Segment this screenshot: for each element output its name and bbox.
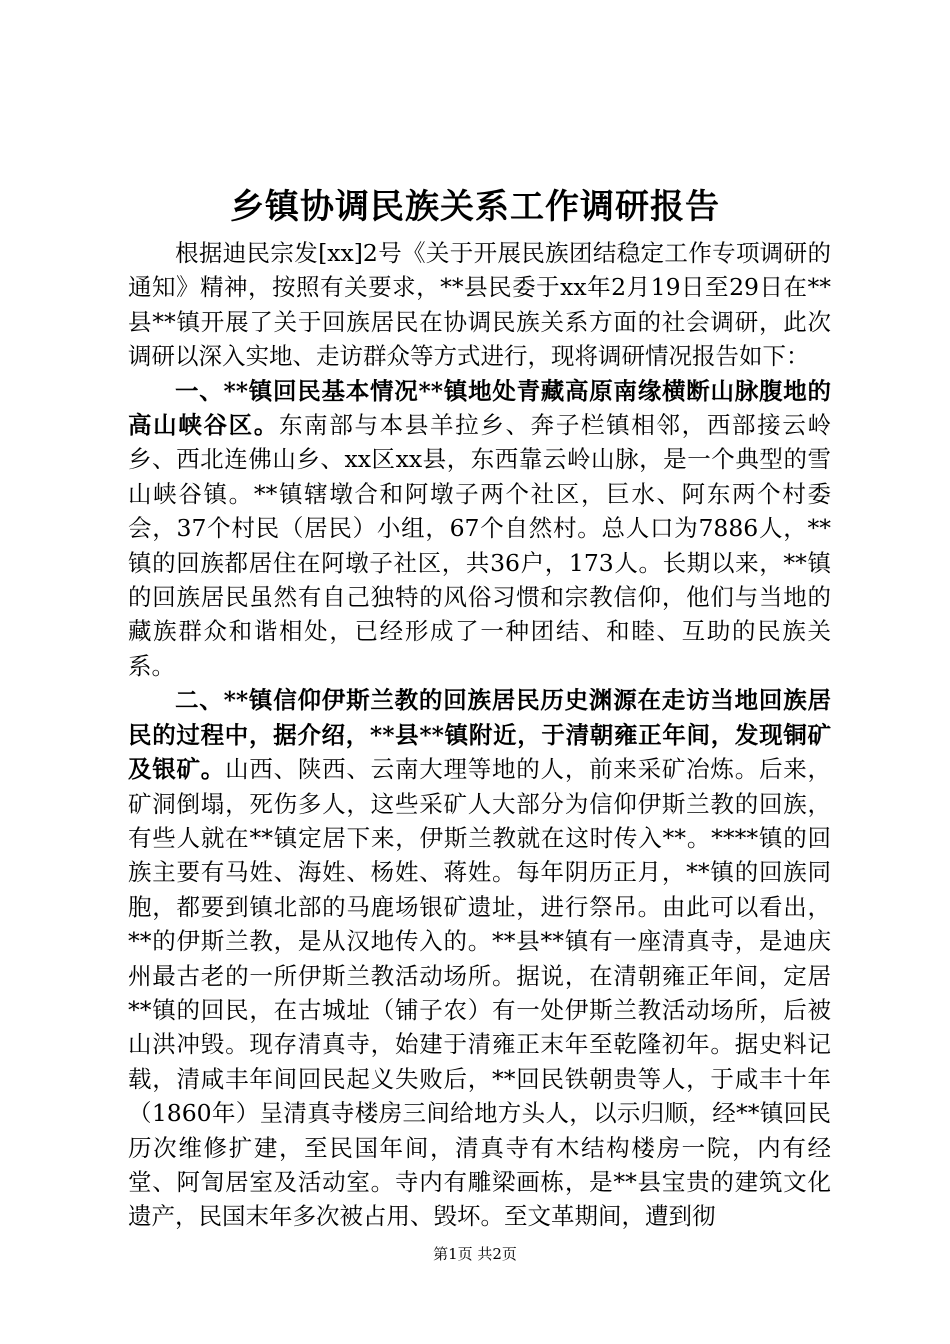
paragraph-intro	[128, 236, 831, 374]
document-title: 乡镇协调民族关系工作调研报告	[230, 187, 720, 227]
paragraph-section-1	[128, 374, 831, 684]
section-1-heading: 一、**镇回民基本情况**镇地处青藏高原南缘横断山脉腹地的高山峡谷区。	[128, 376, 831, 440]
section-2-text: 山西、陕西、云南大理等地的人，前来采矿冶炼。后来，矿洞倒塌，死伤多人，这些采矿人大部分为信仰伊斯兰教的回族，有些人就在**镇定居下来，伊斯兰教就在这时传入**。****镇的回族主要有马姓、海姓、杨姓、蒋姓。每年阴历正月，**镇的回族同胞，都要到镇北部的马鹿场银矿遗址，进行祭吊。由此可以看出，**的伊斯兰教，是从汉地传入的。**县**镇有一座清真寺，是迪庆州最古老的一所伊斯兰教活动场所。据说，在清朝雍正年间，定居**镇的回民，在古城址（铺子农）有一处伊斯兰教活动场所，后被山洪冲毁。现存清真寺，始建于清雍正末年至乾隆初年。据史料记载，清咸丰年间回民起义失败后，**回民铁朝贵等人，于咸丰十年（1860年）呈清真寺楼房三间给地方头人，以示归顺，经**镇回民历次维修扩建，至民国年间，清真寺有木结构楼房一院，内有经堂、阿訇居室及活动室。寺内有雕梁画栋，是**县宝贵的建筑文化遗产，民国末年多次被占用、毁坏。至文革期间，遭到彻	[128, 755, 832, 1231]
section-2-heading: 二、**镇信仰伊斯兰教的回族居民历史渊源在走访当地回族居民的过程中，据介绍，**县**镇附近，于清朝雍正年间，发现铜矿及银矿。	[128, 686, 831, 784]
paragraph-section-2	[128, 683, 831, 1234]
document-body	[128, 236, 831, 1234]
section-1-text: 东南部与本县羊拉乡、奔子栏镇相邻，西部接云岭乡、西北连佛山乡、xx区xx县，东西靠云岭山脉，是一个典型的雪山峡谷镇。**镇辖墩合和阿墩子两个社区，巨水、阿东两个村委会，37个村民（居民）小组，67个自然村。总人口为7886人，**镇的回族都居住在阿墩子社区，共36户，173人。长期以来，**镇的回族居民虽然有自己独特的风俗习惯和宗教信仰，他们与当地的藏族群众和谐相处，已经形成了一种团结、和睦、互助的民族关系。	[128, 411, 831, 680]
paragraph-text: 根据迪民宗发[xx]2号《关于开展民族团结稳定工作专项调研的通知》精神，按照有关要求，**县民委于xx年2月19日至29日在**县**镇开展了关于回族居民在协调民族关系方面的社会调研，此次调研以深入实地、走访群众等方式进行，现将调研情况报告如下：	[128, 239, 831, 371]
page-number-footer: 第1页 共2页	[433, 1245, 517, 1263]
